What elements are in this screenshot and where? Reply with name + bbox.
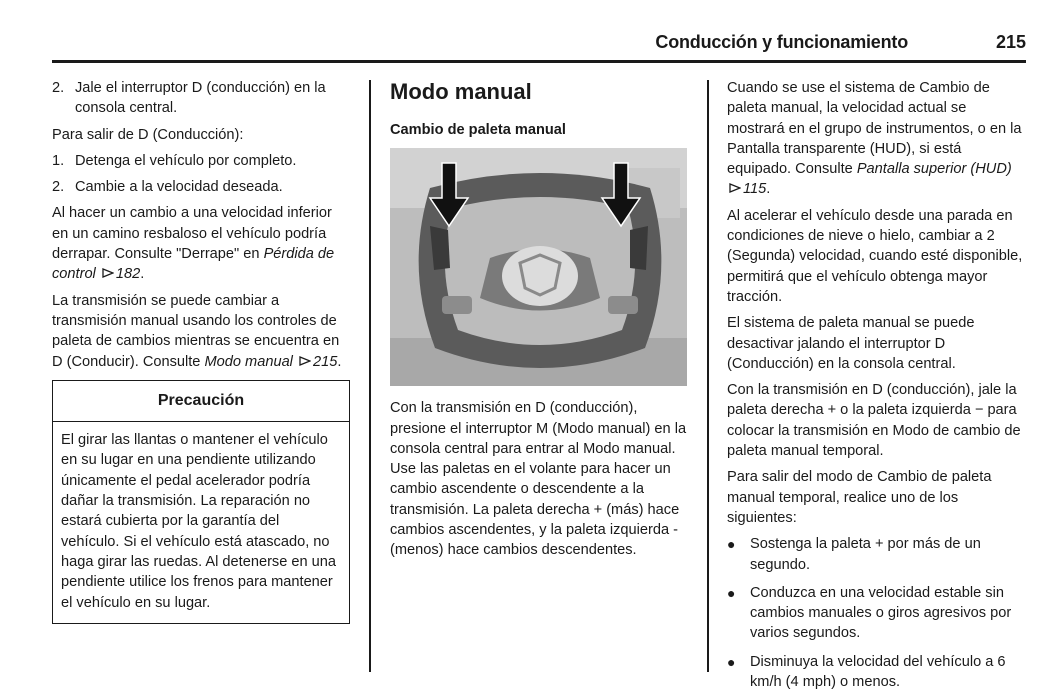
page-header [52,30,1026,63]
column-right [727,78,1027,700]
column-divider [707,80,709,672]
snow-paragraph: Al acelerar el vehículo desde una parada en condiciones de nieve o hielo, cambiar a 2 (Segunda) velocidad, cuando esté disponible, permitirá que el vehículo obtenga mayor tracción. [727,207,1023,305]
manual-mode-body: Con la transmisión en D (conducción), presione el interruptor M (Modo manual) en la consola central para entrar al Modo manual. Use las paletas en el volante para hacer un cambio ascendente o descendente a la transmisión. La paleta derecha + (más) hace cambios ascendentes, y la paleta izquierda - (menos) hace cambios descendentes. [390,400,687,559]
list-item [727,583,1027,644]
list-item [727,534,1027,575]
paddle-reference-link[interactable]: Modo manual [204,353,293,370]
hud-text: Cuando se use el sistema de Cambio de paleta manual, la velocidad actual se mostrará en el grupo de instrumentos, o en la Pantalla transparente (HUD), si está equipado. Consulte [727,80,1022,178]
step-item [52,78,352,119]
subheading-paddle-shift: Cambio de paleta manual [390,122,566,138]
step-text: Cambie a la velocidad deseada. [75,179,283,196]
caution-box [52,380,350,624]
paddle-reference-page[interactable]: 215 [313,353,338,370]
page-number: 215 [995,32,1026,52]
section-title: Conducción y funcionamiento [655,32,908,52]
list-item [727,652,1027,693]
slippery-reference-link[interactable]: Pérdida de control [52,246,335,283]
bullet-text: Sostenga la paleta + por más de un segundo. [750,536,981,573]
bullet-text: Disminuya la velocidad del vehículo a 6 km/h (4 mph) o menos. [750,653,1006,691]
hud-reference-page[interactable]: 115 [743,181,767,198]
caution-text: El girar las llantas o mantener el vehículo en su lugar en una pendiente utilizando únicamente el pedal acelerador podría dañar la transmisión. La reparación no estará cubierta por la garantía del vehículo. Si el vehículo está atascado, no haga girar las ruedas. Al detenerse en una pendiente utilice los frenos para mantener el vehículo en su lugar. [61,432,337,611]
hud-paragraph: Cuando se use el sistema de Cambio de paleta manual, la velocidad actual se mostrará en el grupo de instrumentos, o en la Pantalla transparente (HUD), si está equipado. Consulte Pantalla superior (HUD) 115. [727,80,1022,198]
temporary-mode-paragraph: Con la transmisión en D (conducción), jale la paleta derecha + o la paleta izquierda − para colocar la transmisión en Modo de cambio de paleta manual temporal. [727,382,1021,460]
steering-wheel-paddle-image [390,148,687,386]
bullet-icon: ● [727,584,736,601]
step-text: Jale el interruptor D (conducción) en la consola central. [75,80,326,117]
exit-temporary-intro: Para salir del modo de Cambio de paleta manual temporal, realice uno de los siguientes: [727,469,992,526]
slippery-text: Al hacer un cambio a una velocidad inferior en un camino resbaloso el vehículo podría derrapar. Consulte "Derrape" en [52,205,332,263]
heading-manual-mode: Modo manual [390,79,532,104]
disable-paragraph: El sistema de paleta manual se puede desactivar jalando el interruptor D (Conducción) en la consola central. [727,315,975,372]
column-left [52,78,352,624]
step-text: Detenga el vehículo por completo. [75,152,297,169]
paddle-paragraph: La transmisión se puede cambiar a transmisión manual usando los controles de paleta de cambios mientras se encuentra en D (Conducir). Consulte Modo manual 215. [52,292,342,370]
page-reference-icon [102,267,114,279]
bullet-icon: ● [727,653,736,670]
step-item [52,151,352,171]
paddle-text: La transmisión se puede cambiar a transmisión manual usando los controles de paleta de cambios mientras se encuentra en D (Conducir). Consulte [52,292,340,370]
page-reference-icon [299,355,311,367]
bullet-icon: ● [727,536,736,553]
caution-title: Precaución [53,381,349,422]
exit-intro: Para salir de D (Conducción): [52,126,244,143]
step-item [52,177,352,197]
page-reference-icon [729,182,741,194]
hud-reference-link[interactable]: Pantalla superior (HUD) [856,161,1012,178]
bullet-text: Conduzca en una velocidad estable sin cambios manuales o giros agresivos por varios segundos. [750,584,1012,642]
step-number: 2. [52,179,65,196]
step-number: 2. [52,80,65,96]
step-number: 1. [52,152,65,169]
slippery-paragraph: Al hacer un cambio a una velocidad inferior en un camino resbaloso el vehículo podría derrapar. Consulte "Derrape" en Pérdida de control 182. [52,205,335,283]
slippery-reference-page[interactable]: 182 [115,266,141,283]
column-middle [390,78,690,567]
column-divider [369,80,371,672]
